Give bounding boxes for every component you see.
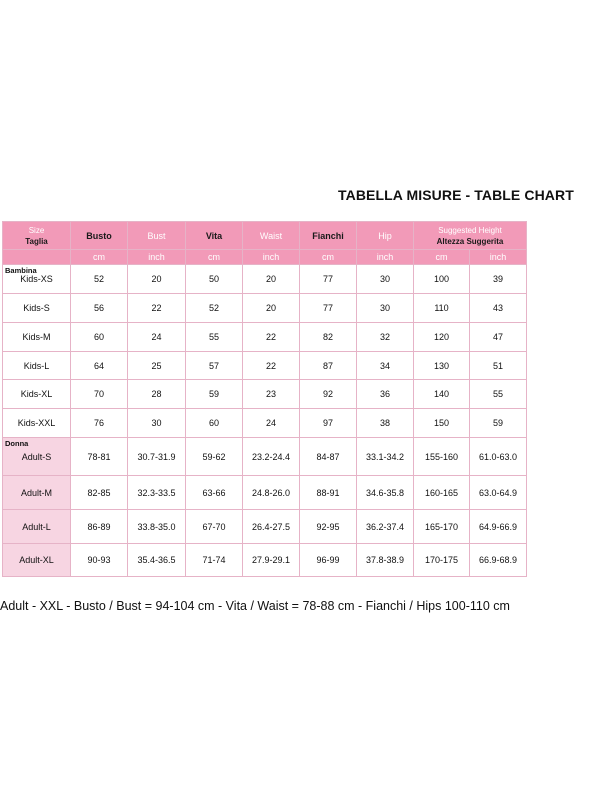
unit-cell: inch (243, 250, 300, 265)
altezza-label: Altezza Suggerita (436, 236, 504, 246)
table-row (3, 294, 527, 323)
value-cell: 84-87 (300, 438, 357, 476)
value-cell: 61.0-63.0 (470, 438, 527, 476)
value-cell: 30.7-31.9 (128, 438, 186, 476)
value-cell: 36 (357, 380, 414, 409)
group-label: Bambina (5, 266, 37, 275)
value-cell: 34 (357, 352, 414, 380)
value-cell: 50 (186, 265, 243, 294)
chart-title: TABELLA MISURE - TABLE CHART (338, 187, 574, 203)
table-row (3, 265, 527, 294)
value-cell: 77 (300, 265, 357, 294)
value-cell: 20 (243, 294, 300, 323)
value-cell: 110 (414, 294, 470, 323)
suggested-height-label: Suggested Height (438, 225, 502, 235)
table-row (3, 323, 527, 352)
value-cell: 35.4-36.5 (128, 544, 186, 577)
vita-header: Vita (186, 222, 243, 250)
value-cell: 20 (128, 265, 186, 294)
value-cell: 51 (470, 352, 527, 380)
value-cell: 55 (186, 323, 243, 352)
size-cell (3, 409, 71, 438)
value-cell: 150 (414, 409, 470, 438)
waist-header: Waist (243, 222, 300, 250)
size-label: Kids-XS (20, 274, 53, 284)
size-label: Adult-S (21, 451, 52, 462)
value-cell: 23 (243, 380, 300, 409)
table-row (3, 409, 527, 438)
value-cell: 24 (128, 323, 186, 352)
value-cell: 24 (243, 409, 300, 438)
size-header (3, 222, 71, 250)
header-row (3, 222, 527, 250)
unit-cell: cm (71, 250, 128, 265)
height-header (414, 222, 527, 250)
value-cell: 30 (128, 409, 186, 438)
value-cell: 38 (357, 409, 414, 438)
size-label: Kids-L (23, 360, 50, 371)
size-label: Adult-L (22, 521, 51, 532)
value-cell: 92-95 (300, 510, 357, 544)
table-row (3, 544, 527, 577)
value-cell: 59 (470, 409, 527, 438)
value-cell: 27.9-29.1 (243, 544, 300, 577)
table-row (3, 476, 527, 510)
size-chart-table (2, 221, 527, 577)
value-cell: 100 (414, 265, 470, 294)
value-cell: 66.9-68.9 (470, 544, 527, 577)
value-cell: 55 (470, 380, 527, 409)
unit-cell: inch (357, 250, 414, 265)
value-cell: 32 (357, 323, 414, 352)
value-cell: 160-165 (414, 476, 470, 510)
value-cell: 39 (470, 265, 527, 294)
value-cell: 30 (357, 294, 414, 323)
size-label: Kids-XL (20, 389, 53, 399)
value-cell: 90-93 (71, 544, 128, 577)
table-row (3, 352, 527, 380)
value-cell: 57 (186, 352, 243, 380)
value-cell: 22 (243, 323, 300, 352)
value-cell: 59-62 (186, 438, 243, 476)
value-cell: 26.4-27.5 (243, 510, 300, 544)
value-cell: 77 (300, 294, 357, 323)
value-cell: 97 (300, 409, 357, 438)
xxl-footnote: Adult - XXL - Busto / Bust = 94-104 cm - Vita / Waist = 78-88 cm - Fianchi / Hips 100-110 cm (0, 599, 510, 613)
value-cell: 37.8-38.9 (357, 544, 414, 577)
value-cell: 71-74 (186, 544, 243, 577)
value-cell: 78-81 (71, 438, 128, 476)
busto-header: Busto (71, 222, 128, 250)
size-label: Kids-XXL (17, 418, 56, 428)
value-cell: 60 (186, 409, 243, 438)
value-cell: 87 (300, 352, 357, 380)
size-cell (3, 294, 71, 323)
taglia-label: Taglia (25, 236, 48, 246)
group-label: Donna (5, 439, 29, 448)
value-cell: 20 (243, 265, 300, 294)
value-cell: 155-160 (414, 438, 470, 476)
value-cell: 32.3-33.5 (128, 476, 186, 510)
table-row (3, 510, 527, 544)
size-cell (3, 510, 71, 544)
value-cell: 120 (414, 323, 470, 352)
value-cell: 36.2-37.4 (357, 510, 414, 544)
size-cell (3, 476, 71, 510)
units-row (3, 250, 527, 265)
hip-header: Hip (357, 222, 414, 250)
value-cell: 33.8-35.0 (128, 510, 186, 544)
value-cell: 22 (128, 294, 186, 323)
size-cell (3, 544, 71, 577)
size-label: Kids-S (23, 303, 50, 313)
value-cell: 43 (470, 294, 527, 323)
value-cell: 130 (414, 352, 470, 380)
size-cell (3, 380, 71, 409)
unit-cell: cm (414, 250, 470, 265)
value-cell: 23.2-24.4 (243, 438, 300, 476)
size-label: Adult-XL (19, 555, 54, 565)
value-cell: 34.6-35.8 (357, 476, 414, 510)
size-cell (3, 265, 71, 294)
value-cell: 56 (71, 294, 128, 323)
value-cell: 24.8-26.0 (243, 476, 300, 510)
value-cell: 67-70 (186, 510, 243, 544)
value-cell: 28 (128, 380, 186, 409)
value-cell: 52 (71, 265, 128, 294)
table-row (3, 380, 527, 409)
unit-cell: inch (470, 250, 527, 265)
value-cell: 86-89 (71, 510, 128, 544)
value-cell: 70 (71, 380, 128, 409)
size-label: Adult-M (20, 487, 52, 498)
fianchi-header: Fianchi (300, 222, 357, 250)
value-cell: 63-66 (186, 476, 243, 510)
value-cell: 63.0-64.9 (470, 476, 527, 510)
size-cell (3, 323, 71, 352)
bust-header: Bust (128, 222, 186, 250)
value-cell: 96-99 (300, 544, 357, 577)
value-cell: 165-170 (414, 510, 470, 544)
value-cell: 59 (186, 380, 243, 409)
kids-section (3, 265, 527, 438)
unit-cell: cm (186, 250, 243, 265)
value-cell: 60 (71, 323, 128, 352)
value-cell: 25 (128, 352, 186, 380)
value-cell: 22 (243, 352, 300, 380)
value-cell: 82-85 (71, 476, 128, 510)
value-cell: 82 (300, 323, 357, 352)
value-cell: 30 (357, 265, 414, 294)
size-label: Size (28, 225, 45, 235)
value-cell: 33.1-34.2 (357, 438, 414, 476)
table-row (3, 438, 527, 476)
value-cell: 64 (71, 352, 128, 380)
units-empty (3, 250, 71, 265)
value-cell: 88-91 (300, 476, 357, 510)
value-cell: 170-175 (414, 544, 470, 577)
value-cell: 64.9-66.9 (470, 510, 527, 544)
unit-cell: inch (128, 250, 186, 265)
size-cell (3, 438, 71, 476)
adult-section (3, 438, 527, 577)
value-cell: 52 (186, 294, 243, 323)
value-cell: 76 (71, 409, 128, 438)
value-cell: 92 (300, 380, 357, 409)
value-cell: 47 (470, 323, 527, 352)
size-cell (3, 352, 71, 380)
value-cell: 140 (414, 380, 470, 409)
size-label: Kids-M (22, 332, 51, 342)
unit-cell: cm (300, 250, 357, 265)
